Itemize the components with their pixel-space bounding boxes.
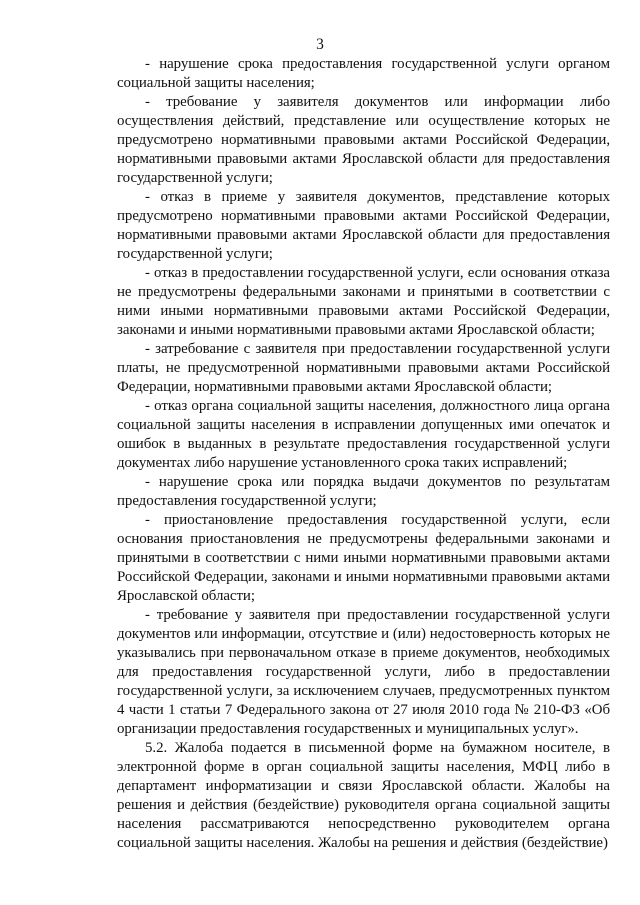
page-number: 3 bbox=[316, 36, 324, 53]
paragraph-refusal-provide-service: - отказ в предоставлении государственной услуги, если основания отказа не предусмотрены федеральными законами и принятыми в соответствии с ними иными нормативными правовыми актами Российской Федерации, законами и иными нормативными правовыми актами Ярославской области; bbox=[117, 265, 610, 338]
paragraph-refusal-fix-errors: - отказ органа социальной защиты населения, должностного лица органа социальной защиты населения в исправлении допущенных ими опечаток и ошибок в выданных в результате предоставления государственной услуги документах либо нарушение установленного срока таких исправлений; bbox=[117, 398, 610, 471]
paragraph-excess-documents-demand: - требование у заявителя документов или информации либо осуществления действий, представление или осуществление которых не предусмотрено нормативными правовыми актами Российской Федерации, нормативными правовыми актами Ярославской области для предоставления государственной услуги; bbox=[117, 94, 610, 186]
paragraph-violation-deadline: - нарушение срока предоставления государственной услуги органом социальной защиты населения; bbox=[117, 56, 610, 91]
paragraph-demand-payment: - затребование с заявителя при предоставлении государственной услуги платы, не предусмотренной нормативными правовыми актами Российской Федерации, нормативными правовыми актами Ярославской области; bbox=[117, 341, 610, 395]
paragraph-refusal-accept-documents: - отказ в приеме у заявителя документов, представление которых предусмотрено нормативными правовыми актами Российской Федерации, нормативными правовыми актами Ярославской области для предоставления государственной услуги; bbox=[117, 189, 610, 262]
paragraph-demand-documents-after-refusal: - требование у заявителя при предоставлении государственной услуги документов или информации, отсутствие и (или) недостоверность которых не указывались при первоначальном отказе в приеме документов, необходимых для предоставления государственной услуги, либо в предоставлении государственной услуги, за исключением случаев, предусмотренных пунктом 4 части 1 статьи 7 Федерального закона от 27 июля 2010 года № 210-ФЗ «Об организации предоставления государственных и муниципальных услуг». bbox=[117, 607, 610, 737]
paragraph-suspension: - приостановление предоставления государственной услуги, если основания приостановления не предусмотрены федеральными законами и принятыми в соответствии с ними иными нормативными правовыми актами Российской Федерации, законами и иными нормативными правовыми актами Ярославской области; bbox=[117, 512, 610, 604]
paragraph-section-5-2: 5.2. Жалоба подается в письменной форме на бумажном носителе, в электронной форме в орган социальной защиты населения, МФЦ либо в департамент информатизации и связи Ярославской области. Жалобы на решения и действия (бездействие) руководителя органа социальной защиты населения рассматриваются непосредственно руководителем органа социальной защиты населения. Жалобы на решения и действия (бездействие) bbox=[117, 740, 610, 851]
paragraph-violation-issuance: - нарушение срока или порядка выдачи документов по результатам предоставления государственной услуги; bbox=[117, 474, 610, 509]
document-body bbox=[117, 55, 610, 853]
